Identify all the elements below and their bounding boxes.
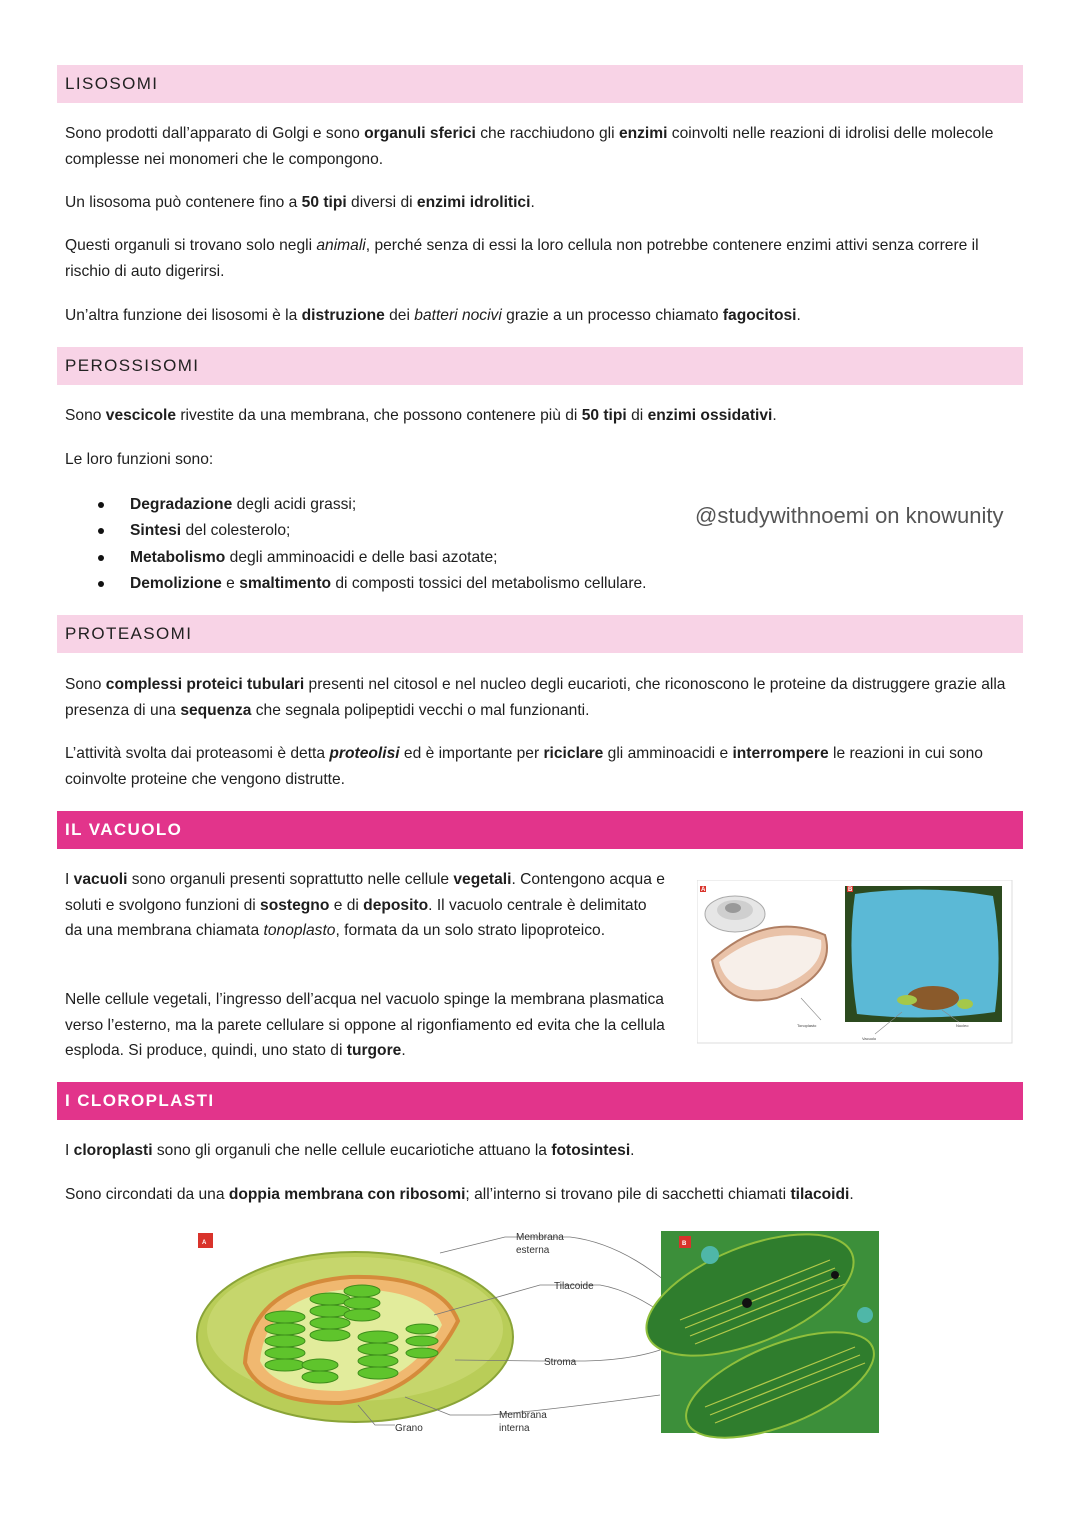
section-header-perossisomi: PEROSSISOMI <box>57 347 1023 385</box>
label-tilacoide: Tilacoide <box>554 1281 594 1292</box>
section-header-lisosomi: LISOSOMI <box>57 65 1023 103</box>
label-vacuolo: Vacuolo <box>862 1036 877 1041</box>
list-item: Sintesi del colesterolo; <box>130 518 647 544</box>
list-item: Metabolismo degli amminoacidi e delle basi azotate; <box>130 545 647 571</box>
vacuolo-paragraph-1: I vacuoli sono organuli presenti soprattutto nelle cellule vegetali. Contengono acqua e soluti e svolgono funzioni di sostegno e di deposito. Il vacuolo centrale è delimitato da una membrana chiamata tonoplasto, formata da un solo strato lipoproteico. <box>65 871 665 939</box>
proteasomi-paragraph-2: L’attività svolta dai proteasomi è detta proteolisi ed è importante per riciclare gli amminoacidi e interrompere le reazioni in cui sono coinvolte proteine che vengono distrutte. <box>65 745 983 788</box>
cloroplasti-paragraph-2: Sono circondati da una doppia membrana con ribosomi; all’interno si trovano pile di sacchetti chiamati tilacoidi. <box>65 1186 854 1203</box>
lisosomi-paragraph-3: Questi organuli si trovano solo negli animali, perché senza di essi la loro cellula non potrebbe contenere enzimi attivi senza correre il rischio di auto digerirsi. <box>65 237 979 280</box>
lisosomi-paragraph-4: Un’altra funzione dei lisosomi è la distruzione dei batteri nocivi grazie a un processo chiamato fagocitosi. <box>65 307 801 324</box>
section-header-vacuolo: IL VACUOLO <box>57 811 1023 849</box>
label-membrana-esterna-2: esterna <box>516 1245 550 1256</box>
vacuole-figure <box>697 880 1013 1044</box>
list-item: Demolizione e smaltimento di composti tossici del metabolismo cellulare. <box>130 571 647 597</box>
label-nucleo: Nucleo <box>956 1023 969 1028</box>
chloroplast-3d-illustration <box>197 1252 513 1422</box>
label-tonoplasto: Tonoplasto <box>797 1023 817 1028</box>
section-header-cloroplasti: I CLOROPLASTI <box>57 1082 1023 1120</box>
lisosomi-paragraph-1: Sono prodotti dall’apparato di Golgi e sono organuli sferici che racchiudono gli enzimi coinvolti nelle reazioni di idrolisi delle molecole complesse nei monomeri che le compongono. <box>65 125 994 168</box>
perossisomi-function-list <box>130 492 647 597</box>
label-membrana-interna: Membrana <box>499 1410 547 1421</box>
label-stroma: Stroma <box>544 1357 577 1368</box>
cell-3d-illustration <box>705 896 765 932</box>
chloroplast-figure <box>190 1225 890 1440</box>
perossisomi-paragraph-2: Le loro funzioni sono: <box>65 451 214 468</box>
svg-text:B: B <box>682 1241 687 1247</box>
label-membrana-esterna: Membrana <box>516 1232 564 1243</box>
cloroplasti-paragraph-1: I cloroplasti sono gli organuli che nelle cellule eucariotiche attuano la fotosintesi. <box>65 1142 635 1159</box>
label-membrana-interna-2: interna <box>499 1423 530 1434</box>
section-header-proteasomi: PROTEASOMI <box>57 615 1023 653</box>
vacuolo-paragraph-2: Nelle cellule vegetali, l’ingresso dell’acqua nel vacuolo spinge la membrana plasmatica verso l’esterno, ma la parete cellulare si oppone al rigonfiamento ed evita che la cellula esploda. Si produce, quindi, uno stato di turgore. <box>65 991 665 1059</box>
perossisomi-paragraph-1: Sono vescicole rivestite da una membrana, che possono contenere più di 50 tipi di enzimi ossidativi. <box>65 407 777 424</box>
list-item: Degradazione degli acidi grassi; <box>130 492 647 518</box>
svg-text:A: A <box>202 1240 207 1246</box>
svg-text:A: A <box>701 887 706 893</box>
watermark: @studywithnoemi on knowunity <box>695 503 1004 528</box>
svg-text:B: B <box>848 887 853 893</box>
label-grano: Grano <box>395 1423 423 1434</box>
proteasomi-paragraph-1: Sono complessi proteici tubulari presenti nel citosol e nel nucleo degli eucarioti, che riconoscono le proteine da distruggere grazie alla presenza di una sequenza che segnala polipeptidi vecchi o mal funzionanti. <box>65 676 1006 719</box>
chloroplast-micrograph <box>630 1225 888 1440</box>
lisosomi-paragraph-2: Un lisosoma può contenere fino a 50 tipi diversi di enzimi idrolitici. <box>65 194 535 211</box>
